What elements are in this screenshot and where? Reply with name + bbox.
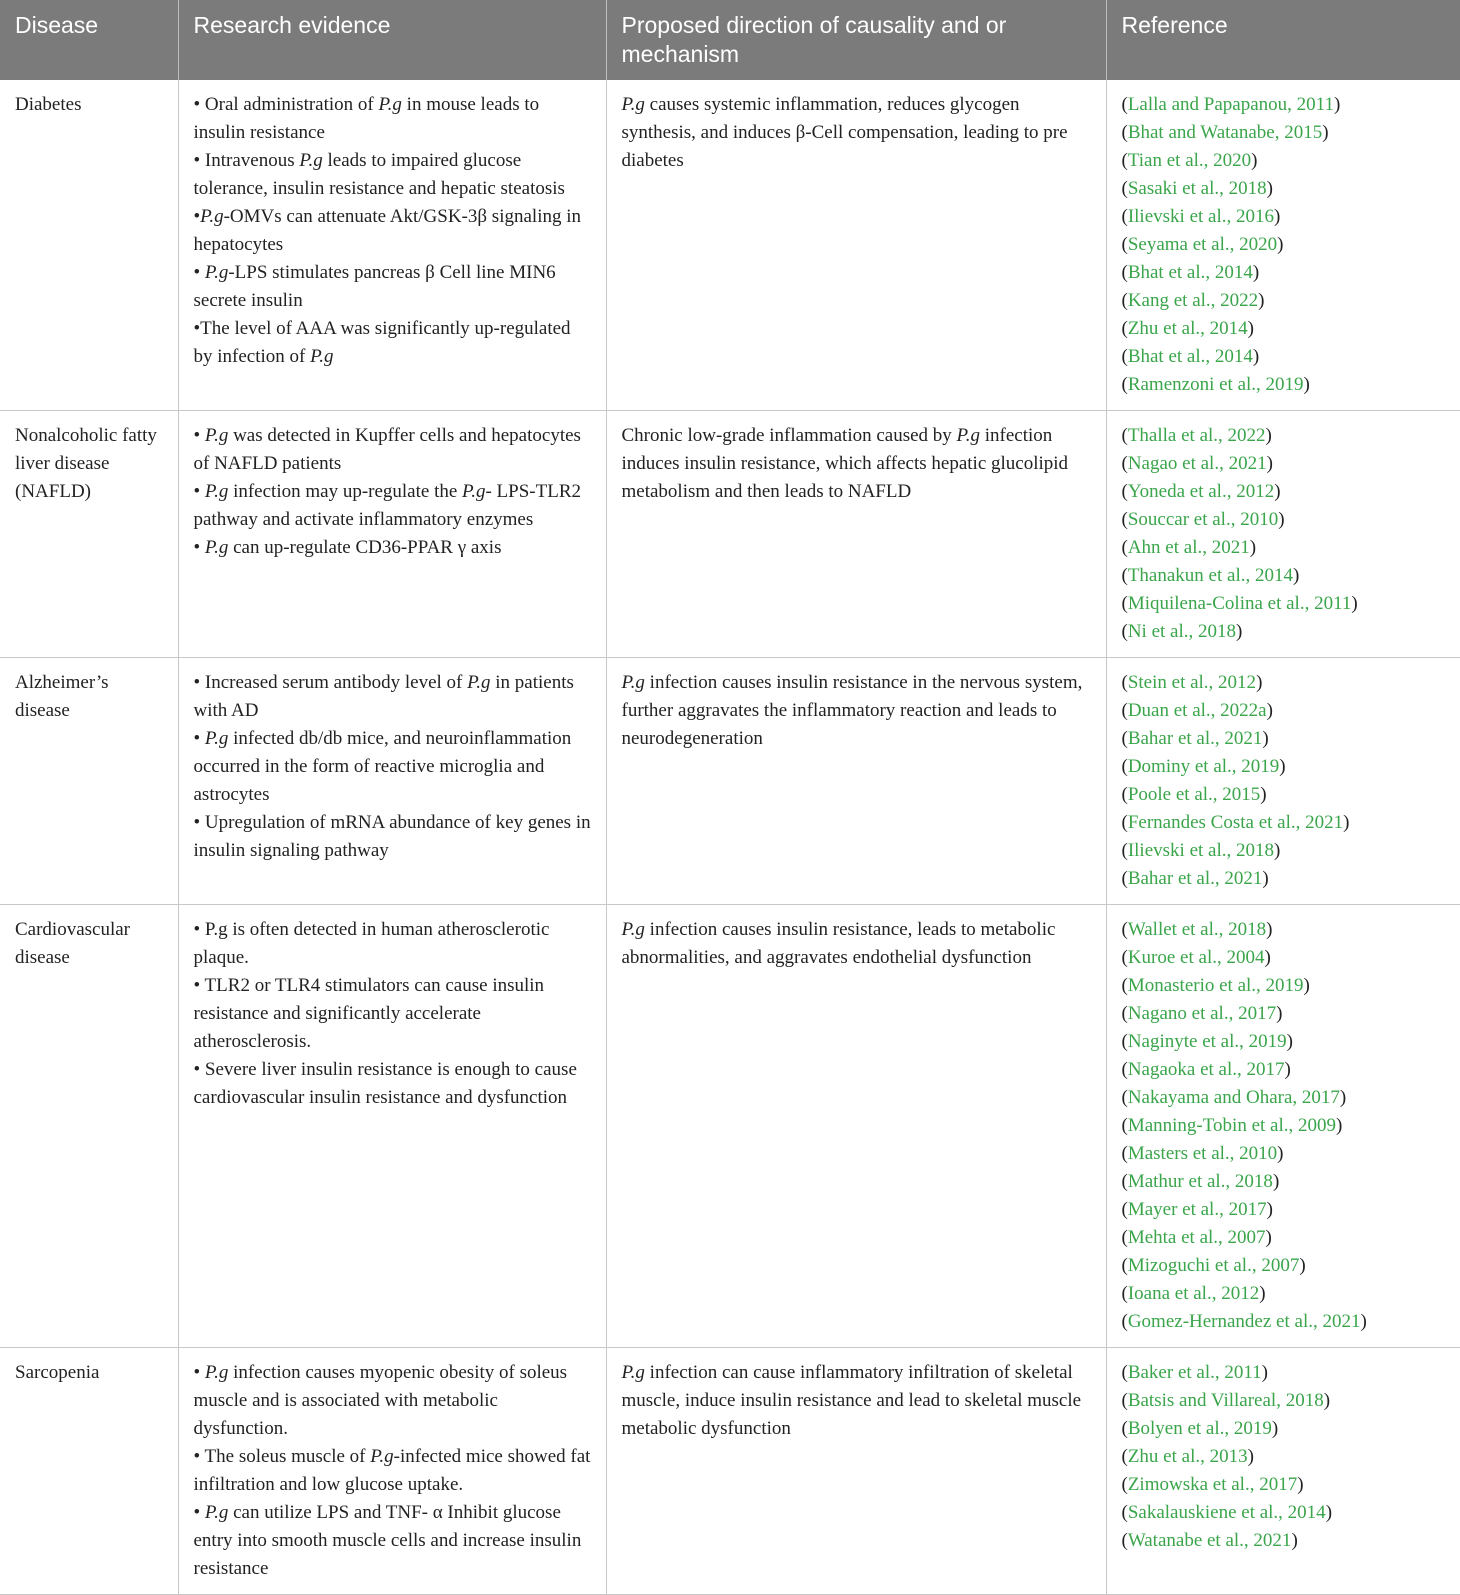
evidence-cell <box>178 1348 606 1595</box>
table-body <box>0 80 1460 1595</box>
reference-link[interactable]: Watanabe et al., 2021 <box>1127 1530 1292 1551</box>
reference-link[interactable]: Miquilena-Colina et al., 2011 <box>1127 593 1352 614</box>
reference-link[interactable]: Mehta et al., 2007 <box>1127 1227 1266 1248</box>
evidence-item: • Oral administration of P.g in mouse leads to insulin resistance <box>193 94 540 143</box>
evidence-item: • P.g can up-regulate CD36-PPAR γ axis <box>193 537 502 558</box>
reference-link[interactable]: Ioana et al., 2012 <box>1127 1283 1260 1304</box>
header-row <box>0 0 1460 80</box>
reference-item: (Ilievski et al., 2018) <box>1121 840 1281 861</box>
reference-link[interactable]: Thanakun et al., 2014 <box>1127 565 1293 586</box>
reference-item: (Souccar et al., 2010) <box>1121 509 1285 530</box>
evidence-item: • P.g infection causes myopenic obesity of soleus muscle and is associated with metabolic dysfunction. <box>193 1362 568 1439</box>
reference-link[interactable]: Souccar et al., 2010 <box>1127 509 1279 530</box>
reference-link[interactable]: Naginyte et al., 2019 <box>1127 1031 1287 1052</box>
evidence-item: • The soleus muscle of P.g-infected mice showed fat infiltration and low glucose uptake. <box>193 1446 591 1495</box>
reference-link[interactable]: Nagaoka et al., 2017 <box>1127 1059 1285 1080</box>
reference-link[interactable]: Nagao et al., 2021 <box>1127 453 1267 474</box>
reference-link[interactable]: Gomez-Hernandez et al., 2021 <box>1127 1311 1361 1332</box>
reference-item: (Miquilena-Colina et al., 2011) <box>1121 593 1358 614</box>
evidence-item: • TLR2 or TLR4 stimulators can cause insulin resistance and significantly accelerate atherosclerosis. <box>193 975 545 1052</box>
reference-link[interactable]: Bhat et al., 2014 <box>1127 262 1253 283</box>
reference-link[interactable]: Masters et al., 2010 <box>1127 1143 1278 1164</box>
table-row <box>0 658 1460 905</box>
disease-cell: Nonalcoholic fatty liver disease (NAFLD) <box>0 411 178 658</box>
reference-item: (Yoneda et al., 2012) <box>1121 481 1281 502</box>
reference-link[interactable]: Manning-Tobin et al., 2009 <box>1127 1115 1336 1136</box>
reference-cell <box>1106 1348 1460 1595</box>
reference-item: (Zimowska et al., 2017) <box>1121 1474 1304 1495</box>
reference-link[interactable]: Ahn et al., 2021 <box>1127 537 1250 558</box>
reference-item: (Dominy et al., 2019) <box>1121 756 1286 777</box>
reference-link[interactable]: Stein et al., 2012 <box>1127 672 1257 693</box>
reference-item: (Nagano et al., 2017) <box>1121 1003 1283 1024</box>
evidence-item: • P.g can utilize LPS and TNF- α Inhibit glucose entry into smooth muscle cells and increase insulin resistance <box>193 1502 582 1579</box>
reference-link[interactable]: Tian et al., 2020 <box>1127 150 1252 171</box>
reference-item: (Mayer et al., 2017) <box>1121 1199 1273 1220</box>
table-row <box>0 905 1460 1348</box>
reference-link[interactable]: Batsis and Villareal, 2018 <box>1127 1390 1324 1411</box>
reference-item: (Nakayama and Ohara, 2017) <box>1121 1087 1347 1108</box>
header-mechanism: Proposed direction of causality and or mechanism <box>606 0 1106 80</box>
reference-item: (Manning-Tobin et al., 2009) <box>1121 1115 1343 1136</box>
reference-item: (Baker et al., 2011) <box>1121 1362 1268 1383</box>
disease-cell: Sarcopenia <box>0 1348 178 1595</box>
evidence-item: • P.g infected db/db mice, and neuroinflammation occurred in the form of reactive microglia and astrocytes <box>193 728 572 805</box>
reference-item: (Ioana et al., 2012) <box>1121 1283 1266 1304</box>
reference-link[interactable]: Yoneda et al., 2012 <box>1127 481 1275 502</box>
mechanism-cell: P.g infection causes insulin resistance, leads to metabolic abnormalities, and aggravates endothelial dysfunction <box>606 905 1106 1348</box>
evidence-cell <box>178 411 606 658</box>
reference-item: (Bahar et al., 2021) <box>1121 868 1269 889</box>
reference-item: (Fernandes Costa et al., 2021) <box>1121 812 1350 833</box>
reference-link[interactable]: Mizoguchi et al., 2007 <box>1127 1255 1300 1276</box>
reference-item: (Poole et al., 2015) <box>1121 784 1267 805</box>
reference-cell <box>1106 80 1460 411</box>
reference-link[interactable]: Poole et al., 2015 <box>1127 784 1261 805</box>
reference-link[interactable]: Bahar et al., 2021 <box>1127 868 1263 889</box>
reference-item: (Gomez-Hernandez et al., 2021) <box>1121 1311 1367 1332</box>
reference-item: (Sasaki et al., 2018) <box>1121 178 1273 199</box>
reference-link[interactable]: Fernandes Costa et al., 2021 <box>1127 812 1344 833</box>
reference-item: (Bhat et al., 2014) <box>1121 262 1260 283</box>
reference-cell <box>1106 905 1460 1348</box>
reference-item: (Thalla et al., 2022) <box>1121 425 1272 446</box>
reference-link[interactable]: Bolyen et al., 2019 <box>1127 1418 1272 1439</box>
mechanism-cell: P.g infection can cause inflammatory infiltration of skeletal muscle, induce insulin resistance and lead to skeletal muscle metabolic dysfunction <box>606 1348 1106 1595</box>
reference-item: (Bhat et al., 2014) <box>1121 346 1260 367</box>
reference-link[interactable]: Seyama et al., 2020 <box>1127 234 1278 255</box>
evidence-item: • Intravenous P.g leads to impaired glucose tolerance, insulin resistance and hepatic steatosis <box>193 150 565 199</box>
reference-item: (Duan et al., 2022a) <box>1121 700 1273 721</box>
reference-item: (Ahn et al., 2021) <box>1121 537 1257 558</box>
evidence-item: • Upregulation of mRNA abundance of key genes in insulin signaling pathway <box>193 812 591 861</box>
reference-cell <box>1106 658 1460 905</box>
reference-link[interactable]: Wallet et al., 2018 <box>1127 919 1267 940</box>
reference-item: (Mathur et al., 2018) <box>1121 1171 1280 1192</box>
reference-item: (Ni et al., 2018) <box>1121 621 1243 642</box>
reference-item: (Monasterio et al., 2019) <box>1121 975 1310 996</box>
reference-link[interactable]: Bhat and Watanabe, 2015 <box>1127 122 1323 143</box>
reference-link[interactable]: Baker et al., 2011 <box>1127 1362 1262 1383</box>
evidence-item: •The level of AAA was significantly up-regulated by infection of P.g <box>193 318 571 367</box>
reference-item: (Kuroe et al., 2004) <box>1121 947 1271 968</box>
reference-link[interactable]: Thalla et al., 2022 <box>1127 425 1266 446</box>
reference-item: (Kang et al., 2022) <box>1121 290 1265 311</box>
reference-item: (Watanabe et al., 2021) <box>1121 1530 1298 1551</box>
reference-link[interactable]: Duan et al., 2022a <box>1127 700 1267 721</box>
reference-link[interactable]: Sasaki et al., 2018 <box>1127 178 1267 199</box>
evidence-item: •P.g-OMVs can attenuate Akt/GSK-3β signaling in hepatocytes <box>193 206 581 255</box>
reference-link[interactable]: Zimowska et al., 2017 <box>1127 1474 1298 1495</box>
table-header <box>0 0 1460 80</box>
reference-item: (Ramenzoni et al., 2019) <box>1121 374 1310 395</box>
reference-item: (Tian et al., 2020) <box>1121 150 1258 171</box>
reference-link[interactable]: Nakayama and Ohara, 2017 <box>1127 1087 1340 1108</box>
reference-link[interactable]: Ramenzoni et al., 2019 <box>1127 374 1304 395</box>
reference-item: (Thanakun et al., 2014) <box>1121 565 1300 586</box>
reference-item: (Seyama et al., 2020) <box>1121 234 1284 255</box>
reference-cell <box>1106 411 1460 658</box>
evidence-cell <box>178 905 606 1348</box>
reference-item: (Zhu et al., 2014) <box>1121 318 1254 339</box>
disease-cell: Diabetes <box>0 80 178 411</box>
reference-link[interactable]: Mayer et al., 2017 <box>1127 1199 1267 1220</box>
reference-link[interactable]: Dominy et al., 2019 <box>1127 756 1280 777</box>
reference-link[interactable]: Monasterio et al., 2019 <box>1127 975 1304 996</box>
evidence-cell <box>178 658 606 905</box>
reference-link[interactable]: Nagano et al., 2017 <box>1127 1003 1277 1024</box>
reference-item: (Naginyte et al., 2019) <box>1121 1031 1293 1052</box>
table-row <box>0 80 1460 411</box>
reference-item: (Nagaoka et al., 2017) <box>1121 1059 1291 1080</box>
reference-item: (Zhu et al., 2013) <box>1121 1446 1254 1467</box>
reference-link[interactable]: Zhu et al., 2014 <box>1127 318 1248 339</box>
evidence-item: • P.g was detected in Kupffer cells and hepatocytes of NAFLD patients <box>193 425 581 474</box>
reference-link[interactable]: Bhat et al., 2014 <box>1127 346 1253 367</box>
reference-item: (Nagao et al., 2021) <box>1121 453 1273 474</box>
evidence-item: • P.g infection may up-regulate the P.g- LPS-TLR2 pathway and activate inflammatory enzymes <box>193 481 581 530</box>
reference-link[interactable]: Mathur et al., 2018 <box>1127 1171 1273 1192</box>
header-reference: Reference <box>1106 0 1460 80</box>
mechanism-cell: P.g infection causes insulin resistance in the nervous system, further aggravates the inflammatory reaction and leads to neurodegeneration <box>606 658 1106 905</box>
reference-item: (Mizoguchi et al., 2007) <box>1121 1255 1306 1276</box>
table-row <box>0 411 1460 658</box>
reference-item: (Stein et al., 2012) <box>1121 672 1263 693</box>
reference-item: (Bhat and Watanabe, 2015) <box>1121 122 1329 143</box>
reference-item: (Lalla and Papapanou, 2011) <box>1121 94 1341 115</box>
evidence-item: • Increased serum antibody level of P.g in patients with AD <box>193 672 574 721</box>
mechanism-cell: Chronic low-grade inflammation caused by P.g infection induces insulin resistance, which affects hepatic glucolipid metabolism and then leads to NAFLD <box>606 411 1106 658</box>
reference-link[interactable]: Kuroe et al., 2004 <box>1127 947 1265 968</box>
reference-item: (Bahar et al., 2021) <box>1121 728 1269 749</box>
reference-item: (Batsis and Villareal, 2018) <box>1121 1390 1331 1411</box>
reference-link[interactable]: Sakalauskiene et al., 2014 <box>1127 1502 1326 1523</box>
reference-link[interactable]: Lalla and Papapanou, 2011 <box>1127 94 1334 115</box>
reference-item: (Sakalauskiene et al., 2014) <box>1121 1502 1333 1523</box>
reference-item: (Ilievski et al., 2016) <box>1121 206 1281 227</box>
reference-item: (Mehta et al., 2007) <box>1121 1227 1272 1248</box>
reference-item: (Masters et al., 2010) <box>1121 1143 1284 1164</box>
reference-link[interactable]: Ilievski et al., 2018 <box>1127 840 1274 861</box>
reference-link[interactable]: Zhu et al., 2013 <box>1127 1446 1248 1467</box>
evidence-cell <box>178 80 606 411</box>
mechanism-cell: P.g causes systemic inflammation, reduces glycogen synthesis, and induces β-Cell compensation, leading to pre diabetes <box>606 80 1106 411</box>
reference-link[interactable]: Kang et al., 2022 <box>1127 290 1259 311</box>
reference-link[interactable]: Ilievski et al., 2016 <box>1127 206 1274 227</box>
reference-item: (Bolyen et al., 2019) <box>1121 1418 1279 1439</box>
table-row <box>0 1348 1460 1595</box>
header-disease: Disease <box>0 0 178 80</box>
evidence-item: • P.g is often detected in human atherosclerotic plaque. <box>193 919 550 968</box>
disease-cell: Alzheimer’s disease <box>0 658 178 905</box>
reference-link[interactable]: Ni et al., 2018 <box>1127 621 1237 642</box>
reference-link[interactable]: Bahar et al., 2021 <box>1127 728 1263 749</box>
reference-item: (Wallet et al., 2018) <box>1121 919 1273 940</box>
evidence-item: • Severe liver insulin resistance is enough to cause cardiovascular insulin resistance and dysfunction <box>193 1059 577 1108</box>
header-research-evidence: Research evidence <box>178 0 606 80</box>
evidence-item: • P.g-LPS stimulates pancreas β Cell line MIN6 secrete insulin <box>193 262 556 311</box>
disease-cell: Cardiovascular disease <box>0 905 178 1348</box>
